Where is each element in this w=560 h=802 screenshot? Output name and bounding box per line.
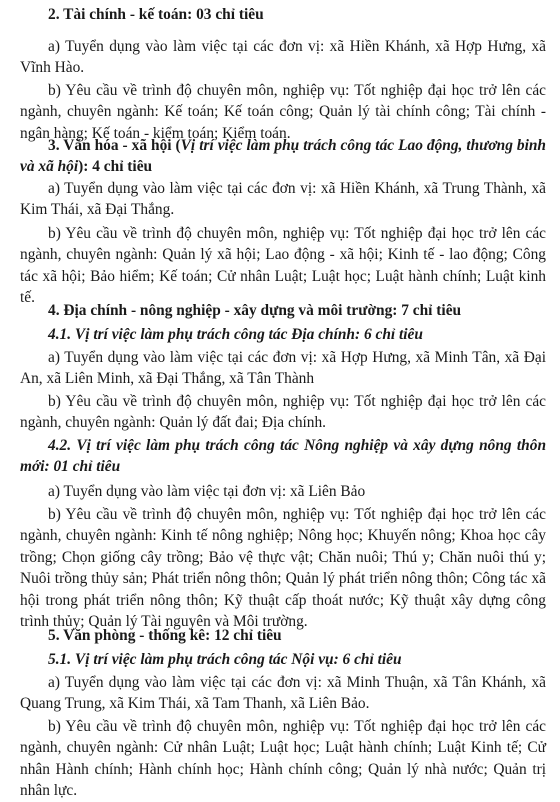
section-5-heading: 5. Văn phòng - thống kê: 12 chỉ tiêu [48, 627, 282, 644]
section-4-2-item-a: a) Tuyển dụng vào làm việc tại đơn vị: xã Liên Bảo [48, 483, 366, 500]
section-4-1-heading: 4.1. Vị trí việc làm phụ trách công tác Địa chính: 6 chỉ tiêu [48, 326, 423, 343]
section-4-2-heading: 4.2. Vị trí việc làm phụ trách công tác Nông nghiệp và xây dựng nông thôn mới: 01 chỉ tiêu [20, 437, 546, 476]
section-3-heading-prefix: 3. Văn hóa - xã hội ( [48, 137, 181, 154]
section-3-heading-italic: Vị trí việc làm phụ trách công tác Lao động, thương binh và xã hội [20, 137, 546, 176]
section-3-heading-suffix: ): 4 chỉ tiêu [78, 158, 153, 176]
section-5-1-heading: 5.1. Vị trí việc làm phụ trách công tác Nội vụ: 6 chỉ tiêu [48, 651, 402, 668]
section-4-2-item-b: b) Yêu cầu về trình độ chuyên môn, nghiệp vụ: Tốt nghiệp đại học trở lên các ngành, chuyên ngành: Kinh tế nông nghiệp; Nông học; Khuyến nông; Khoa học cây trồng; Chọn giống cây trồng; Bảo vệ thực vật; Chăn nuôi; Thú y; Chăn nuôi thú y; Nuôi trồng thủy sản; Phát triển nông thôn; Quản lý phát triển nông thôn; Công tác xã hội trong phát triển nông thôn; Kỹ thuật cấp thoát nước; Kỹ thuật xây dựng công trình thủy; Quản lý Tài nguyên và Môi trường. [20, 506, 546, 631]
section-3-heading [20, 135, 546, 178]
section-5-1-item-a: a) Tuyển dụng vào làm việc tại các đơn vị: xã Minh Thuận, xã Tân Khánh, xã Quang Trung, xã Kim Thái, xã Tam Thanh, xã Liên Bảo. [20, 674, 546, 713]
section-3-item-b: b) Yêu cầu về trình độ chuyên môn, nghiệp vụ: Tốt nghiệp đại học trở lên các ngành, chuyên ngành: Quản lý xã hội; Lao động - xã hội; Kinh tế - lao động; Công tác xã hội; Bảo hiểm; Kế toán; Cử nhân Luật; Luật học; Luật hành chính; Luật kinh tế. [20, 225, 546, 307]
section-4-heading: 4. Địa chính - nông nghiệp - xây dựng và môi trường: 7 chỉ tiêu [48, 302, 462, 319]
section-5-1-item-b: b) Yêu cầu về trình độ chuyên môn, nghiệp vụ: Tốt nghiệp đại học trở lên các ngành, chuyên ngành: Cử nhân Luật; Luật học; Luật hành chính; Luật Kinh tế; Cử nhân Hành chính; Hành chính học; Hành chính công; Quản lý nhà nước; Quản trị nhân lực. [20, 718, 546, 800]
section-2-heading: 2. Tài chính - kế toán: 03 chỉ tiêu [48, 6, 264, 23]
section-2-item-a: a) Tuyển dụng vào làm việc tại các đơn vị: xã Hiền Khánh, xã Hợp Hưng, xã Vĩnh Hào. [20, 38, 546, 77]
section-2-item-b: b) Yêu cầu về trình độ chuyên môn, nghiệp vụ: Tốt nghiệp đại học trở lên các ngành, chuyên ngành: Kế toán; Kế toán công; Quản lý tài chính công; Tài chính - ngân hàng; Kế toán - kiểm toán; Kiểm toán. [20, 82, 546, 142]
section-3-item-a: a) Tuyển dụng vào làm việc tại các đơn vị: xã Hiền Khánh, xã Trung Thành, xã Kim Thái, xã Đại Thắng. [20, 180, 546, 219]
section-4-1-item-b: b) Yêu cầu về trình độ chuyên môn, nghiệp vụ: Tốt nghiệp đại học trở lên các ngành, chuyên ngành: Quản lý đất đai; Địa chính. [20, 393, 546, 432]
section-4-1-item-a: a) Tuyển dụng vào làm việc tại các đơn vị: xã Hợp Hưng, xã Minh Tân, xã Đại An, xã Liên Minh, xã Đại Thắng, xã Tân Thành [20, 349, 546, 388]
